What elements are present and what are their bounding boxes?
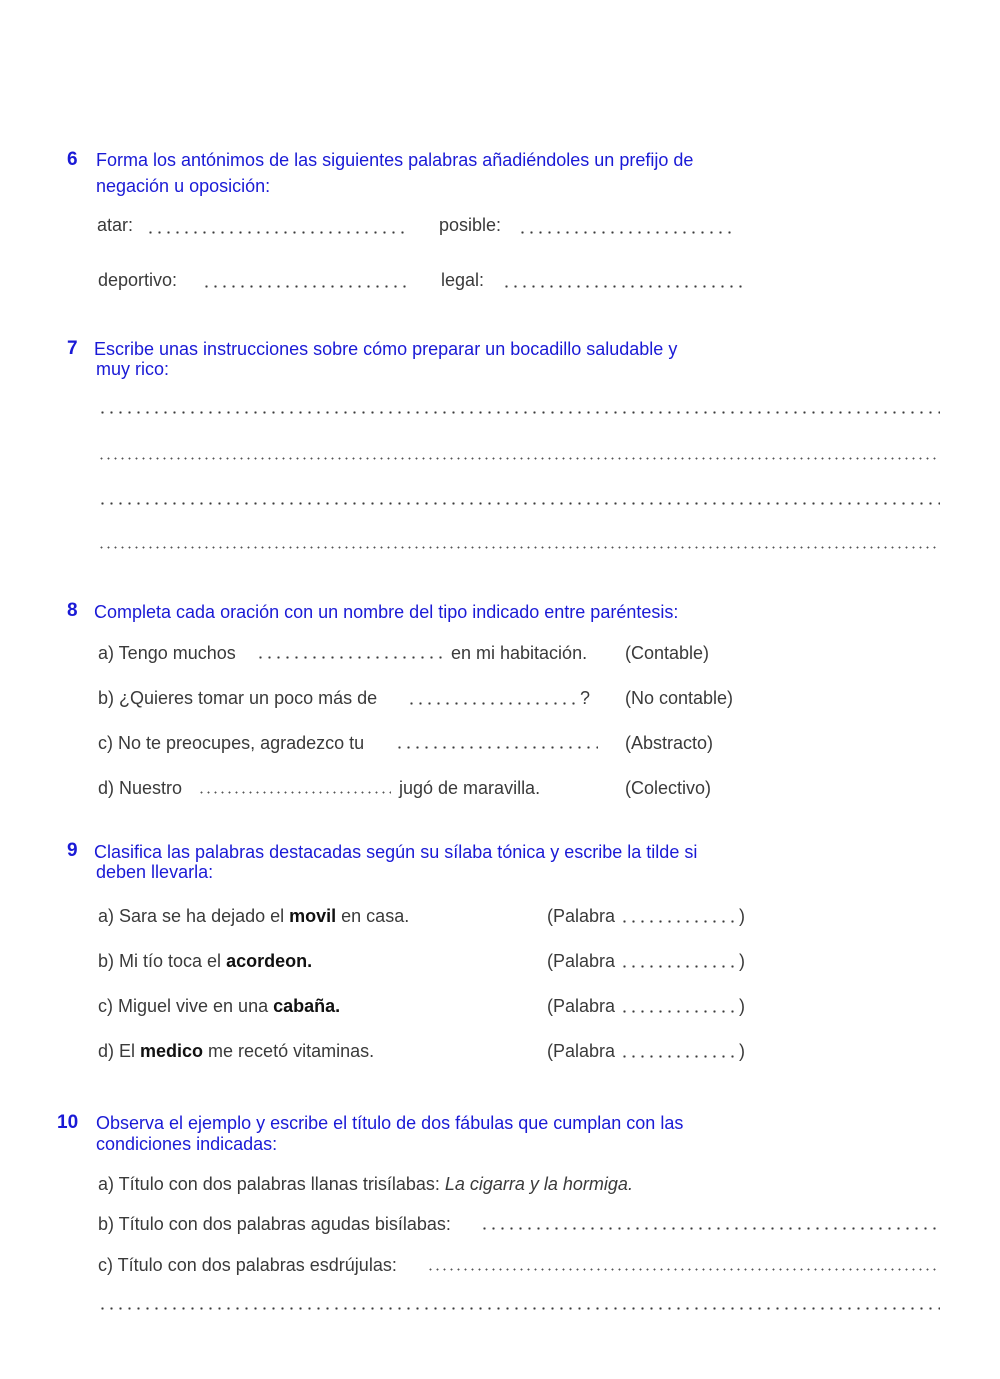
q6-blank-legal[interactable] [502, 285, 742, 288]
question-8-text: Completa cada oración con un nombre del tipo indicado entre paréntesis: [94, 602, 679, 622]
q8-blank-a[interactable] [256, 656, 448, 659]
q6-blank-deportivo[interactable] [202, 285, 406, 288]
q9-palabra-close-a: ) [739, 906, 745, 926]
q6-item-legal: legal: [441, 270, 485, 290]
question-6-text-line2: negación u oposición: [96, 176, 271, 196]
question-8-number: 8 [67, 600, 78, 621]
q9-palabra-open-a: (Palabra [547, 906, 616, 926]
q9-highlight-word-d: medico [140, 1041, 204, 1061]
q9-palabra-open-b: (Palabra [547, 951, 616, 971]
q6-item-atar: atar: [97, 215, 134, 235]
q10-example-title: La cigarra y la hormiga. [444, 1174, 633, 1194]
q8-row-d-before: d) Nuestro [98, 778, 183, 798]
q7-answer-line-1[interactable] [98, 411, 940, 414]
question-10-text-line1: Observa el ejemplo y escribe el título de dos fábulas que cumplan con las [96, 1113, 684, 1133]
q8-row-d-type: (Colectivo) [625, 778, 712, 798]
q9-blank-b[interactable] [620, 965, 738, 968]
question-9-text-line2: deben llevarla: [96, 862, 214, 882]
q8-blank-b[interactable] [407, 702, 577, 705]
q9-sentence-a: a) Sara se ha dejado el movil en casa. [98, 906, 410, 926]
q9-sentence-c: c) Miguel vive en una cabaña. [98, 996, 341, 1016]
question-9-number: 9 [67, 840, 78, 861]
q9-palabra-close-d: ) [739, 1041, 745, 1061]
q6-blank-atar[interactable] [146, 231, 406, 234]
question-10-text-line2: condiciones indicadas: [96, 1134, 278, 1154]
q9-blank-c[interactable] [620, 1010, 738, 1013]
q8-row-a-after: en mi habitación. [451, 643, 588, 663]
question-6-number: 6 [67, 149, 78, 170]
question-6-text-line1: Forma los antónimos de las siguientes palabras añadiéndoles un prefijo de [96, 150, 694, 170]
q8-row-d-after: jugó de maravilla. [399, 778, 541, 798]
q8-row-b-before: b) ¿Quieres tomar un poco más de [98, 688, 378, 708]
q8-row-b-after: ? [580, 688, 591, 708]
question-7-text-line1: Escribe unas instrucciones sobre cómo preparar un bocadillo saludable y [94, 339, 678, 359]
q10-item-c: c) Título con dos palabras esdrújulas: [98, 1255, 397, 1275]
q7-answer-line-4[interactable] [98, 546, 940, 549]
q9-palabra-open-c: (Palabra [547, 996, 616, 1016]
question-9-text-line1: Clasifica las palabras destacadas según su sílaba tónica y escribe la tilde si [94, 842, 698, 862]
q9-highlight-word-c: cabaña. [273, 996, 341, 1016]
q10-answer-line[interactable] [98, 1307, 940, 1310]
q9-palabra-open-d: (Palabra [547, 1041, 616, 1061]
q9-highlight-word-a: movil [289, 906, 337, 926]
q7-answer-line-2[interactable] [98, 457, 940, 460]
q9-blank-a[interactable] [620, 920, 738, 923]
q8-blank-c[interactable] [395, 746, 598, 749]
q8-blank-d[interactable] [198, 791, 391, 794]
q8-row-a-type: (Contable) [625, 643, 710, 663]
q6-item-posible: posible: [439, 215, 502, 235]
q9-blank-d[interactable] [620, 1055, 738, 1058]
q9-sentence-b: b) Mi tío toca el acordeon. [98, 951, 313, 971]
question-7-text-line2: muy rico: [96, 359, 170, 379]
q9-sentence-d: d) El medico me recetó vitaminas. [98, 1041, 375, 1061]
question-7-number: 7 [67, 338, 78, 359]
q10-blank-b[interactable] [480, 1227, 940, 1230]
q9-highlight-word-b: acordeon. [226, 951, 313, 971]
q6-item-deportivo: deportivo: [98, 270, 178, 290]
q8-row-c-type: (Abstracto) [625, 733, 714, 753]
q8-row-c-before: c) No te preocupes, agradezco tu [98, 733, 365, 753]
q8-row-a-before: a) Tengo muchos [98, 643, 236, 663]
q10-blank-c[interactable] [427, 1268, 940, 1271]
q7-answer-line-3[interactable] [98, 502, 940, 505]
q10-item-b: b) Título con dos palabras agudas bisílabas: [98, 1214, 451, 1234]
q8-row-b-type: (No contable) [625, 688, 734, 708]
q10-item-a: a) Título con dos palabras llanas trisílabas: La cigarra y la hormiga. [98, 1174, 633, 1194]
q6-blank-posible[interactable] [518, 231, 736, 234]
question-10-number: 10 [57, 1112, 79, 1133]
q9-palabra-close-b: ) [739, 951, 745, 971]
q9-palabra-close-c: ) [739, 996, 745, 1016]
